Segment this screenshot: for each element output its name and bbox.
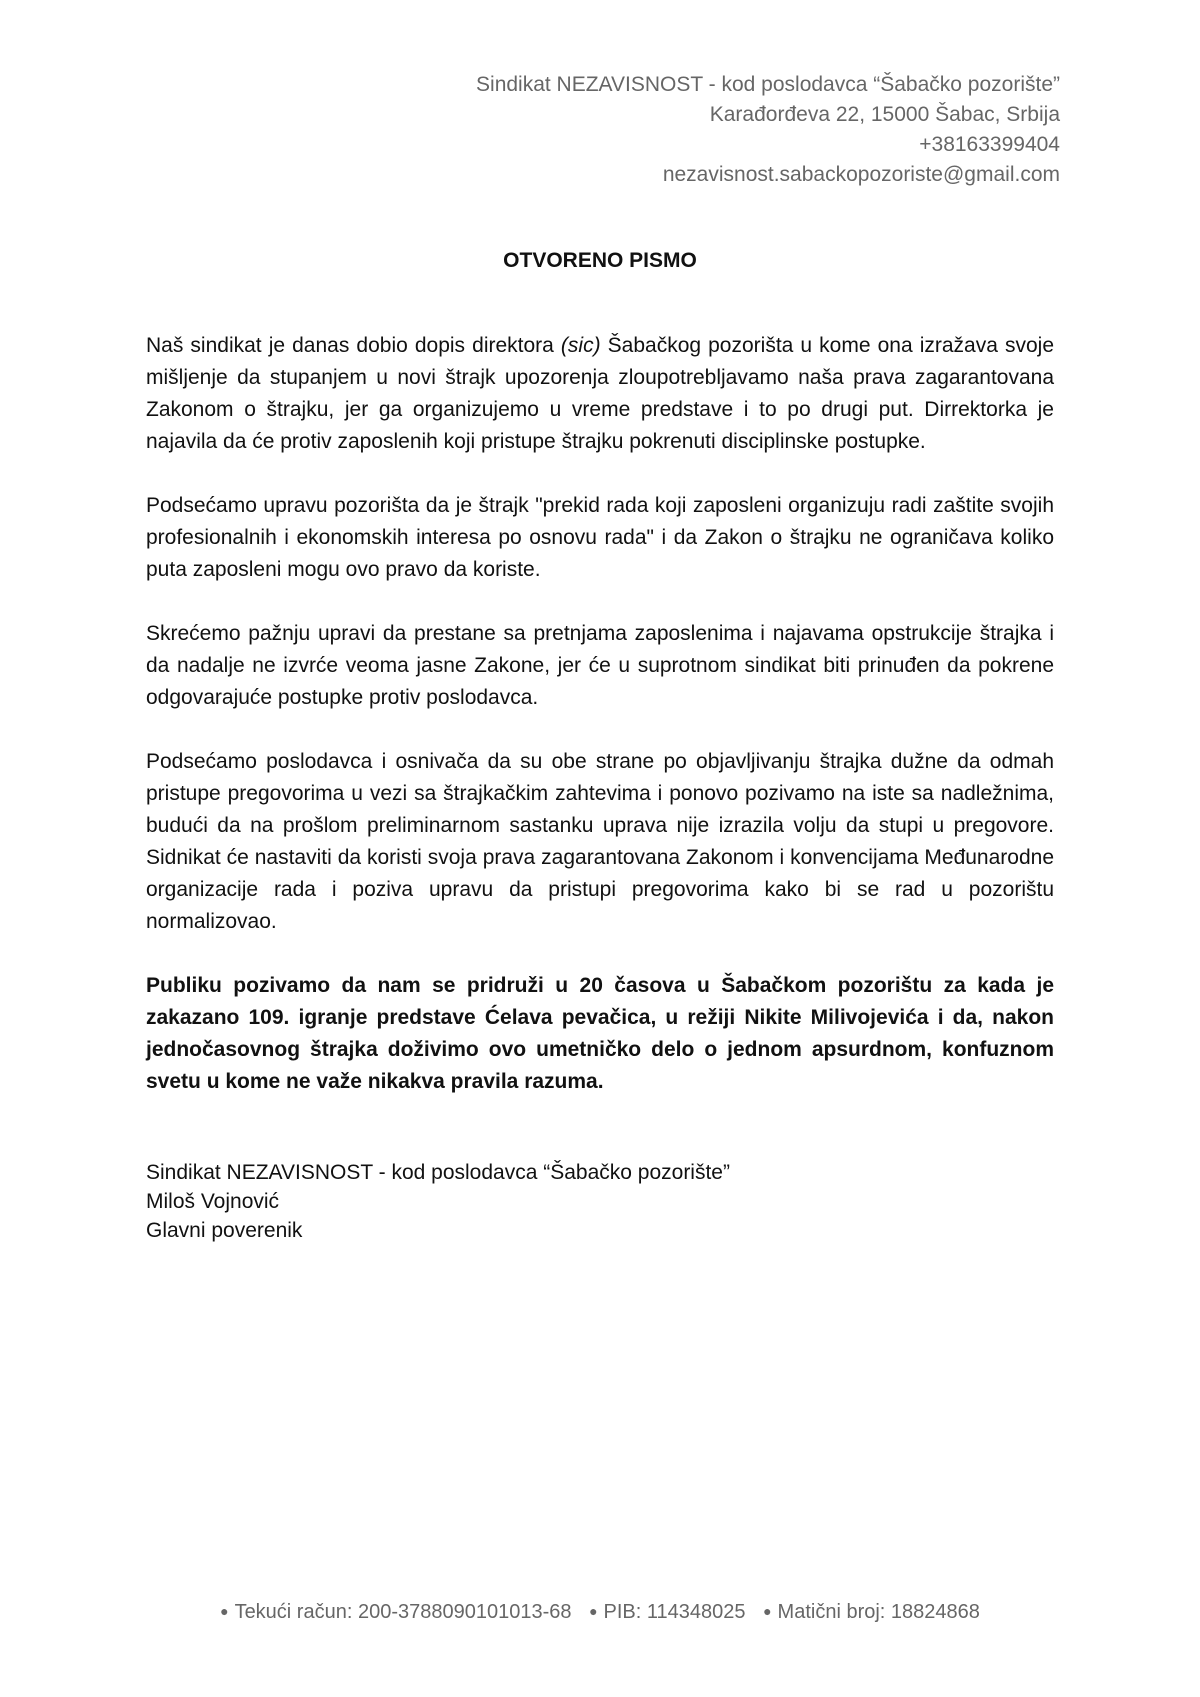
footer (0, 1597, 1200, 1626)
signature-organization: Sindikat NEZAVISNOST - kod poslodavca “Šabačko pozorište” (146, 1161, 730, 1184)
bullet-icon: ● (220, 1603, 229, 1619)
letterhead (476, 70, 1060, 190)
footer-pib-text: PIB: 114348025 (603, 1601, 746, 1623)
paragraph-5-invitation: Publiku pozivamo da nam se pridruži u 20 časova u Šabačkom pozorištu za kada je zakazano 109. igranje predstave Ćelava pevačica, u režiji Nikite Milivojevića i da, nakon jednočasovnog štrajka doživimo ovo umetničko delo o jednom apsurdnom, konfuznom svetu u kome ne važe nikakva pravila razuma. (146, 974, 1054, 1093)
footer-account-text: Tekući račun: 200-3788090101013-68 (234, 1601, 572, 1623)
paragraph-1-sic: (sic) (560, 334, 601, 357)
paragraph-4: Podsećamo poslodavca i osnivača da su obe strane po objavljivanju štrajka dužne da odmah pristupe pregovorima u vezi sa štrajkačkim zahtevima i ponovo pozivamo na iste sa nadležnima, budući da na prošlom preliminarnom sastanku uprava nije izrazila volju da stupi u pregovore. Sidnikat će nastaviti da koristi svoja prava zagarantovana Zakonom i konvencijama Međunarodne organizacije rada i poziva upravu da pristupi pregovorima kako bi se rad u pozorištu normalizovao. (146, 750, 1054, 933)
paragraph-2: Podsećamo upravu pozorišta da je štrajk "prekid rada koji zaposleni organizuju radi zaštite svojih profesionalnih i ekonomskih interesa po osnovu rada" i da Zakon o štrajku ne ograničava koliko puta zaposleni mogu ovo pravo da koriste. (146, 494, 1054, 581)
paragraph-1 (146, 330, 1054, 458)
letterhead-organization: Sindikat NEZAVISNOST - kod poslodavca “Šabačko pozorište” (476, 73, 1060, 96)
signature-block (146, 1158, 730, 1245)
paragraph-3: Skrećemo pažnju upravi da prestane sa pretnjama zaposlenima i najavama opstrukcije štrajka i da nadalje ne izvrće veoma jasne Zakone, jer će u suprotnom sindikat biti prinuđen da pokrene odgovarajuće postupke protiv poslodavca. (146, 622, 1054, 709)
letter-title: OTVORENO PISMO (503, 249, 697, 272)
paragraph-1-start: Naš sindikat je danas dobio dopis direktora (146, 334, 561, 357)
letter-body (146, 330, 1054, 1130)
bullet-icon: ● (589, 1603, 598, 1619)
signature-name: Miloš Vojnović (146, 1190, 280, 1213)
signature-role: Glavni poverenik (146, 1219, 303, 1242)
letterhead-phone: +38163399404 (919, 133, 1060, 156)
footer-pib (589, 1601, 745, 1623)
bullet-icon: ● (763, 1603, 772, 1619)
paragraph-1-rest: Šabačkog pozorišta u kome ona izražava svoje mišljenje da stupanjem u novi štrajk upozorenja zloupotrebljavamo naša prava zagarantovana Zakonom o štrajku, jer ga organizujemo u vreme predstave i to po drugi put. Dirrektorka je najavila da će protiv zaposlenih koji pristupe štrajku pokrenuti disciplinske postupke. (146, 334, 1054, 453)
letterhead-email: nezavisnost.sabackopozoriste@gmail.com (662, 163, 1060, 186)
footer-registration-number (763, 1601, 980, 1623)
footer-account (220, 1601, 571, 1623)
letterhead-address: Karađorđeva 22, 15000 Šabac, Srbija (709, 103, 1060, 126)
footer-mb-text: Matični broj: 18824868 (777, 1601, 980, 1623)
